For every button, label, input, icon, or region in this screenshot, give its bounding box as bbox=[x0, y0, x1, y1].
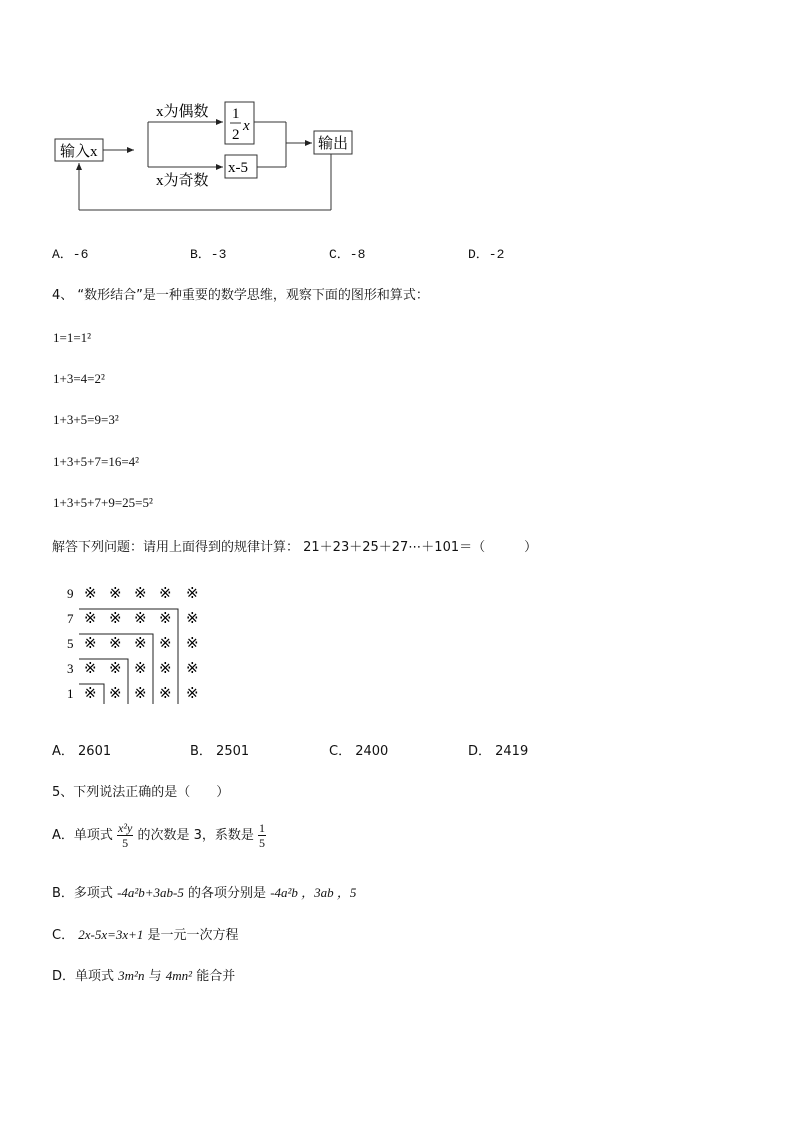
q5-a-frac-den: 5 bbox=[122, 836, 129, 850]
grid-symbol: ※ bbox=[134, 636, 147, 652]
grid-symbol: ※ bbox=[109, 686, 122, 702]
grid-symbol: ※ bbox=[186, 661, 199, 677]
grid-symbol: ※ bbox=[134, 611, 147, 627]
q5-a-coef-num: 1 bbox=[258, 821, 265, 835]
grid-symbol: ※ bbox=[84, 611, 97, 627]
q3-option-a[interactable]: A．-6 bbox=[52, 247, 89, 262]
q3-option-d[interactable]: D．-2 bbox=[468, 247, 505, 262]
grid-symbol: ※ bbox=[186, 611, 199, 627]
grid-symbol: ※ bbox=[134, 586, 147, 602]
q5-a-coef-den: 5 bbox=[258, 836, 265, 850]
q4-equation-5: 1+3+5+7+9=25=5² bbox=[53, 495, 153, 510]
grid-symbol: ※ bbox=[109, 611, 122, 627]
row-label-7: 7 bbox=[67, 611, 74, 626]
row-label-9: 9 bbox=[67, 586, 74, 601]
q4-option-b[interactable]: B． 2501 bbox=[190, 744, 250, 759]
q5-a-mid: 的次数是 3，系数是 bbox=[137, 828, 254, 843]
q5-b-prefix: B．多项式 bbox=[52, 886, 113, 901]
grid-symbol: ※ bbox=[134, 686, 147, 702]
q5-d-prefix: D．单项式 bbox=[52, 969, 115, 984]
q5-option-b[interactable] bbox=[52, 882, 356, 901]
q5-d-monomial-1: 3m²n bbox=[118, 968, 145, 983]
q5-option-c[interactable] bbox=[52, 924, 239, 943]
q4-equation-2: 1+3=4=2² bbox=[53, 371, 105, 386]
grid-symbol: ※ bbox=[109, 636, 122, 652]
grid-symbol: ※ bbox=[84, 586, 97, 602]
q5-a-fraction bbox=[117, 822, 133, 849]
grid-symbol: ※ bbox=[134, 661, 147, 677]
grid-symbol: ※ bbox=[109, 586, 122, 602]
q4-prompt: 4、 “数形结合”是一种重要的数学思维，观察下面的图形和算式： bbox=[52, 288, 429, 303]
flowchart-diagram bbox=[0, 0, 794, 230]
odd-label: x为奇数 bbox=[156, 173, 209, 189]
q5-option-a[interactable] bbox=[52, 822, 266, 849]
q5-d-monomial-2: 4mn² bbox=[165, 968, 193, 983]
grid-symbol: ※ bbox=[109, 661, 122, 677]
q4-equation-1: 1=1=1² bbox=[53, 330, 92, 345]
row-label-5: 5 bbox=[67, 636, 74, 651]
q5-d-mid: 与 bbox=[148, 969, 162, 984]
grid-row-labels bbox=[67, 586, 74, 701]
q5-c-prefix: C． bbox=[52, 928, 75, 943]
grid-symbol: ※ bbox=[159, 686, 172, 702]
even-label: x为偶数 bbox=[156, 104, 209, 120]
q5-d-suffix: 能合并 bbox=[196, 969, 236, 984]
q4-question: 解答下列问题：请用上面得到的规律计算： 21＋23＋25＋27⋯＋101＝（ ） bbox=[52, 540, 538, 555]
grid-symbol: ※ bbox=[159, 586, 172, 602]
grid-symbols bbox=[84, 586, 199, 702]
q4-grid-figure bbox=[60, 582, 210, 707]
half-den: 2 bbox=[232, 127, 240, 143]
q4-option-d[interactable]: D． 2419 bbox=[468, 744, 529, 759]
grid-symbol: ※ bbox=[84, 636, 97, 652]
q5-option-d[interactable] bbox=[52, 965, 235, 984]
minus-label: x-5 bbox=[228, 160, 248, 176]
q3-option-c[interactable]: C．-8 bbox=[329, 247, 366, 262]
q5-b-terms: -4a²b ，3ab ，5 bbox=[270, 885, 357, 900]
row-label-3: 3 bbox=[67, 661, 74, 676]
grid-symbol: ※ bbox=[186, 686, 199, 702]
q5-c-suffix: 是一元一次方程 bbox=[147, 928, 239, 943]
q5-prompt: 5、下列说法正确的是（ ） bbox=[52, 785, 230, 800]
grid-symbol: ※ bbox=[186, 586, 199, 602]
q5-b-mid: 的各项分别是 bbox=[188, 886, 267, 901]
q5-c-expr: 2x-5x=3x+1 bbox=[78, 927, 144, 942]
q4-equation-4: 1+3+5+7=16=4² bbox=[53, 454, 140, 469]
q4-option-c[interactable]: C． 2400 bbox=[329, 744, 389, 759]
input-label: 输入x bbox=[60, 144, 98, 160]
grid-symbol: ※ bbox=[159, 611, 172, 627]
grid-symbol: ※ bbox=[159, 661, 172, 677]
half-num: 1 bbox=[232, 106, 240, 122]
q4-equation-3: 1+3+5=9=3² bbox=[53, 412, 119, 427]
grid-symbol: ※ bbox=[159, 636, 172, 652]
row-label-1: 1 bbox=[67, 686, 74, 701]
grid-symbol: ※ bbox=[84, 661, 97, 677]
q5-b-expr: -4a²b+3ab-5 bbox=[117, 885, 184, 900]
half-var: x bbox=[243, 118, 250, 134]
grid-symbol: ※ bbox=[84, 686, 97, 702]
output-label: 输出 bbox=[318, 136, 349, 152]
q3-option-b[interactable]: B．-3 bbox=[190, 247, 227, 262]
q5-a-prefix: A．单项式 bbox=[52, 828, 113, 843]
q5-a-frac-num: x²y bbox=[118, 821, 133, 835]
q5-a-coef bbox=[258, 822, 266, 849]
q4-option-a[interactable]: A． 2601 bbox=[52, 744, 112, 759]
grid-symbol: ※ bbox=[186, 636, 199, 652]
